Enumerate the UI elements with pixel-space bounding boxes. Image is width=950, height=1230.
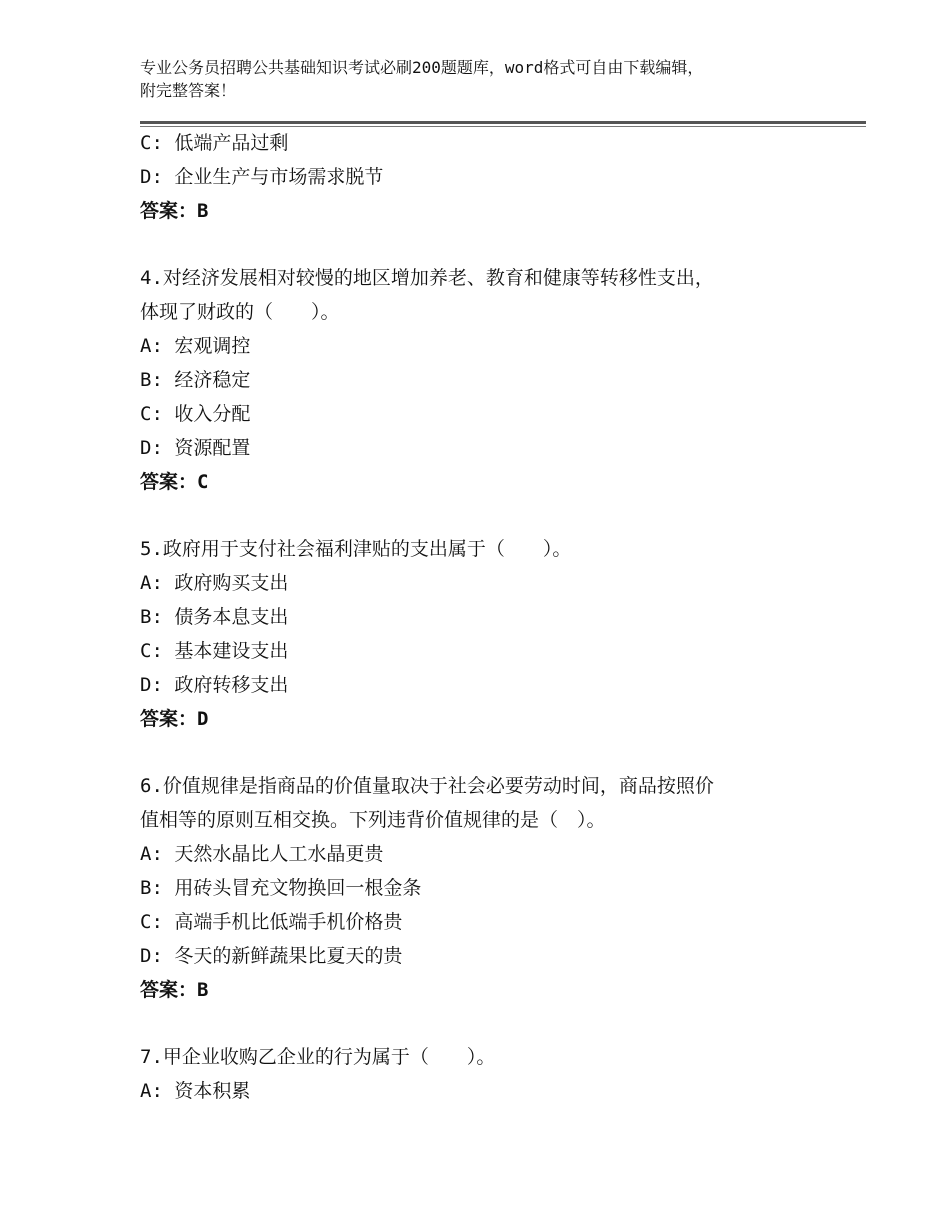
spacer [140, 228, 840, 261]
question-3-tail [140, 126, 840, 228]
option-d: D: 企业生产与市场需求脱节 [140, 166, 384, 188]
question-stem-continued: 值相等的原则互相交换。下列违背价值规律的是（ ）。 [140, 809, 606, 831]
question-4 [140, 261, 840, 499]
header-line-1: 专业公务员招聘公共基础知识考试必刷200题题库，word格式可自由下载编辑， [140, 58, 704, 77]
option-c: C: 收入分配 [140, 403, 251, 425]
option-c: C: 基本建设支出 [140, 640, 289, 662]
answer-label: 答案：D [140, 708, 209, 730]
header-divider-thick [140, 121, 866, 124]
option-d: D: 资源配置 [140, 437, 251, 459]
answer-label: 答案：B [140, 979, 209, 1001]
option-a: A: 天然水晶比人工水晶更贵 [140, 843, 384, 865]
question-stem: 6.价值规律是指商品的价值量取决于社会必要劳动时间，商品按照价 [140, 775, 714, 797]
document-header [140, 56, 820, 102]
question-content [140, 126, 840, 1108]
header-line-2: 附完整答案！ [140, 81, 237, 100]
answer-label: 答案：C [140, 471, 209, 493]
spacer [140, 736, 840, 769]
option-a: A: 宏观调控 [140, 335, 251, 357]
option-a: A: 资本积累 [140, 1080, 251, 1102]
option-d: D: 冬天的新鲜蔬果比夏天的贵 [140, 945, 403, 967]
spacer [140, 499, 840, 532]
question-5 [140, 532, 840, 736]
answer-label: 答案：B [140, 200, 209, 222]
option-a: A: 政府购买支出 [140, 572, 289, 594]
option-c: C: 低端产品过剩 [140, 132, 289, 154]
option-b: B: 债务本息支出 [140, 606, 289, 628]
question-stem: 5.政府用于支付社会福利津贴的支出属于（ ）。 [140, 538, 572, 560]
option-d: D: 政府转移支出 [140, 674, 289, 696]
question-6 [140, 769, 840, 1007]
question-stem: 4.对经济发展相对较慢的地区增加养老、教育和健康等转移性支出， [140, 267, 714, 289]
option-b: B: 经济稳定 [140, 369, 251, 391]
spacer [140, 1007, 840, 1040]
question-stem: 7.甲企业收购乙企业的行为属于（ ）。 [140, 1046, 496, 1068]
option-b: B: 用砖头冒充文物换回一根金条 [140, 877, 422, 899]
question-stem-continued: 体现了财政的（ ）。 [140, 301, 340, 323]
option-c: C: 高端手机比低端手机价格贵 [140, 911, 403, 933]
question-7 [140, 1040, 840, 1108]
